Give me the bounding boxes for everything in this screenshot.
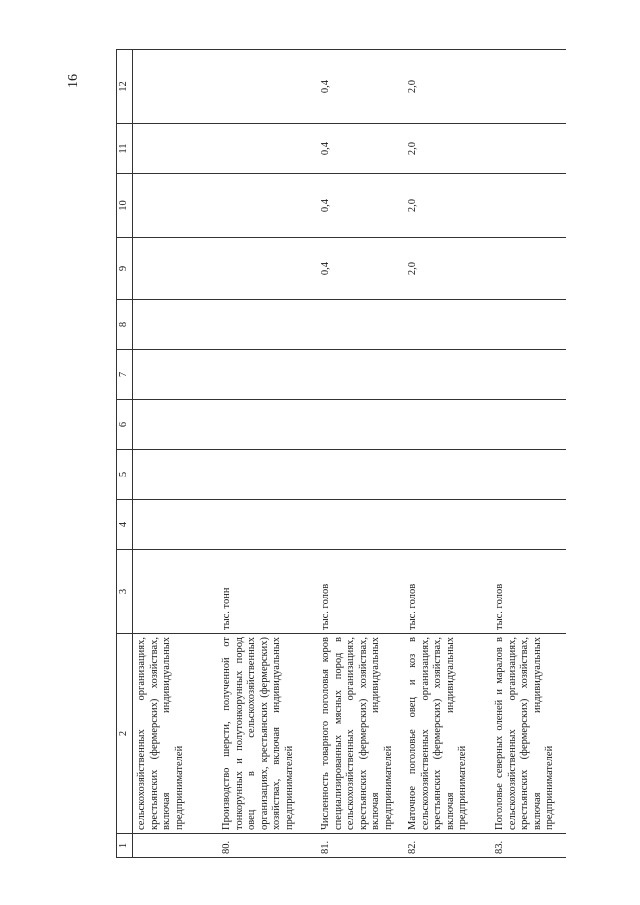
table-row [218,50,317,858]
col-header-7: 7 [117,350,133,400]
cell-col-4 [317,500,404,550]
cell-col-10 [491,174,566,238]
cell-col-9 [491,238,566,300]
cell-col-5 [491,450,566,500]
cell-col-11 [133,124,219,174]
table-row [317,50,404,858]
cell-col-10: 0,4 [317,174,404,238]
cell-col-6 [491,400,566,450]
row-number: 80. [218,834,317,858]
row-number: 83. [491,834,566,858]
row-description: сельскохозяйственных организациях, крестьянских (фермерских) хозяйствах, включая индивидуальных предпринимателей [133,634,219,834]
row-unit: тыс. голов [317,550,404,634]
col-header-4: 4 [117,500,133,550]
cell-col-8 [404,300,491,350]
col-header-2: 2 [117,634,133,834]
row-unit: тыс. тонн [218,550,317,634]
cell-col-11 [491,124,566,174]
col-header-9: 9 [117,238,133,300]
cell-col-7 [218,350,317,400]
cell-col-5 [133,450,219,500]
indicators-table [116,49,566,858]
cell-col-9: 2,0 [404,238,491,300]
row-unit: тыс. голов [404,550,491,634]
col-header-12: 12 [117,50,133,124]
row-description: Численность товарного поголовья коров специализированных мясных пород в сельскохозяйственных организациях, крестьянских (фермерских) хозяйствах, включая индивидуальных предпринимателей [317,634,404,834]
indicators-table-wrapper [116,50,556,858]
cell-col-7 [317,350,404,400]
table-row [404,50,491,858]
cell-col-9 [133,238,219,300]
row-description: Маточное поголовье овец и коз в сельскохозяйственных организациях, крестьянских (фермерских) хозяйствах, включая индивидуальных предпринимателей [404,634,491,834]
col-header-10: 10 [117,174,133,238]
cell-col-7 [491,350,566,400]
header-row [117,50,133,858]
cell-col-6 [404,400,491,450]
row-number [133,834,219,858]
table-row [491,50,566,858]
cell-col-5 [404,450,491,500]
cell-col-6 [218,400,317,450]
cell-col-7 [404,350,491,400]
col-header-6: 6 [117,400,133,450]
cell-col-4 [218,500,317,550]
col-header-1: 1 [117,834,133,858]
cell-col-7 [133,350,219,400]
cell-col-12 [491,50,566,124]
cell-col-12: 2,0 [404,50,491,124]
cell-col-10: 2,0 [404,174,491,238]
cell-col-11: 0,4 [317,124,404,174]
cell-col-9: 0,4 [317,238,404,300]
cell-col-6 [133,400,219,450]
cell-col-8 [317,300,404,350]
col-header-11: 11 [117,124,133,174]
cell-col-8 [218,300,317,350]
cell-col-11 [218,124,317,174]
row-unit [133,550,219,634]
cell-col-8 [133,300,219,350]
cell-col-5 [218,450,317,500]
cell-col-12 [133,50,219,124]
row-description: Поголовье северных оленей и маралов в сельскохозяйственных организациях, крестьянских (фермерских) хозяйствах, включая индивидуальных предпринимателей [491,634,566,834]
cell-col-9 [218,238,317,300]
cell-col-6 [317,400,404,450]
cell-col-5 [317,450,404,500]
cell-col-4 [491,500,566,550]
col-header-8: 8 [117,300,133,350]
row-unit: тыс. голов [491,550,566,634]
cell-col-12 [218,50,317,124]
row-number: 82. [404,834,491,858]
cell-col-4 [133,500,219,550]
col-header-5: 5 [117,450,133,500]
col-header-3: 3 [117,550,133,634]
table-row [133,50,219,858]
row-description: Производство шерсти, полученной от тонкорунных и полутонкорунных пород овец в сельскохозяйственных организациях, крестьянских (фермерских) хозяйствах, включая индивидуальных предпринимателей [218,634,317,834]
cell-col-10 [218,174,317,238]
cell-col-12: 0,4 [317,50,404,124]
cell-col-4 [404,500,491,550]
cell-col-8 [491,300,566,350]
cell-col-10 [133,174,219,238]
page-number: 16 [66,74,81,88]
row-number: 81. [317,834,404,858]
cell-col-11: 2,0 [404,124,491,174]
